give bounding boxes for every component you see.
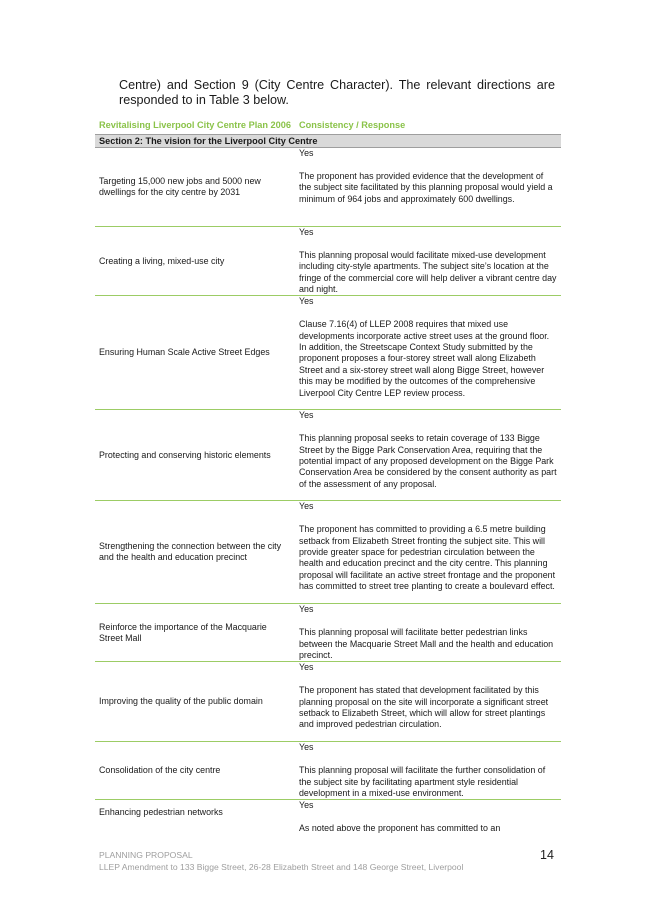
table-row: [95, 410, 561, 501]
response-text: This planning proposal will facilitate better pedestrian links between the Macquarie Street Mall and the health and education precinct.: [299, 627, 554, 661]
header-plan: Revitalising Liverpool City Centre Plan 2006: [99, 120, 291, 130]
response-cell: [295, 604, 561, 662]
status-text: Yes: [299, 296, 314, 307]
response-cell: [295, 410, 561, 501]
response-cell: [295, 296, 561, 410]
header-consistency: Consistency / Response: [299, 120, 406, 130]
response-text: The proponent has provided evidence that the development of the subject site facilitated by this planning proposal would yield a minimum of 964 jobs and approximately 600 dwellings.: [299, 170, 553, 204]
criterion-cell: Creating a living, mixed-use city: [95, 227, 295, 296]
table-header-row: [95, 120, 561, 135]
criterion-cell: Improving the quality of the public domain: [95, 662, 295, 742]
response-cell: [295, 227, 561, 296]
criterion-cell: Strengthening the connection between the city and the health and education precinct: [95, 501, 295, 604]
page-number: 14: [540, 848, 554, 862]
consistency-table: [95, 120, 561, 835]
criterion-cell: Consolidation of the city centre: [95, 742, 295, 800]
criterion-cell: Ensuring Human Scale Active Street Edges: [95, 296, 295, 410]
page-footer: [99, 849, 463, 873]
response-cell: [295, 742, 561, 800]
table-row: [95, 742, 561, 800]
criterion-cell: Enhancing pedestrian networks: [99, 807, 223, 818]
response-cell: [295, 800, 561, 835]
response-text: The proponent has committed to providing a 6.5 metre building setback from Elizabeth Street fronting the subject site. This will provide greater space for pedestrian circulation between the health and education precinct and the city centre. This planning proposal will facilitate an active street frontage and the proponent has committed to street tree planting to create a boulevard effect.: [299, 524, 556, 592]
section-row: [95, 135, 561, 148]
response-text: This planning proposal seeks to retain coverage of 133 Bigge Street by the Bigge Park Conservation Area, requiring that the potential impact of any proposed development on the Bigge Park Conservation Area be considered by the consent authority as part of the assessment of any proposal.: [299, 433, 557, 489]
intro-line-1: Centre) and Section 9 (City Centre Character). The relevant directions are: [119, 78, 555, 92]
footer-subtitle: LLEP Amendment to 133 Bigge Street, 26-28 Elizabeth Street and 148 George Street, Liverpool: [99, 862, 464, 872]
status-text: Yes: [299, 742, 314, 753]
table-row: [95, 148, 561, 227]
response-cell: [295, 148, 561, 227]
response-text: The proponent has stated that development facilitated by this planning proposal on the site will incorporate a significant street setback to Elizabeth Street, which will allow for street plantings and improved pedestrian circulation.: [299, 685, 549, 730]
response-text: This planning proposal would facilitate mixed-use development including city-style apartments. The subject site’s location at the fringe of the commercial core will help deliver a vibrant centre day and night.: [299, 249, 557, 295]
response-text: This planning proposal will facilitate the further consolidation of the subject site by facilitating apartment style residential development in a mixed-use environment.: [299, 765, 546, 799]
status-text: Yes: [299, 227, 314, 237]
footer-title: PLANNING PROPOSAL: [99, 850, 193, 860]
response-cell: [295, 662, 561, 742]
status-text: Yes: [299, 604, 314, 615]
response-text: As noted above the proponent has committed to an: [299, 823, 501, 834]
table-row: [95, 296, 561, 410]
table-row: [95, 604, 561, 662]
status-text: Yes: [299, 501, 314, 512]
criterion-cell: Protecting and conserving historic elements: [95, 410, 295, 501]
response-cell: [295, 501, 561, 604]
section-title: Section 2: The vision for the Liverpool City Centre: [95, 135, 561, 148]
table-row: [95, 662, 561, 742]
status-text: Yes: [299, 662, 314, 673]
intro-paragraph: [119, 78, 555, 108]
criterion-cell: Reinforce the importance of the Macquarie Street Mall: [95, 604, 295, 662]
intro-line-2: responded to in Table 3 below.: [119, 93, 289, 107]
status-text: Yes: [299, 800, 314, 811]
status-text: Yes: [299, 410, 314, 421]
table-row: [95, 800, 561, 835]
status-text: Yes: [299, 148, 314, 158]
table-row: [95, 227, 561, 296]
response-text: Clause 7.16(4) of LLEP 2008 requires that mixed use developments incorporate active street uses at the ground floor. In addition, the Streetscape Context Study submitted by the proponent proposes a four-storey street wall along Elizabeth Street and a six-storey street wall along Bigge Street, however this may be modified by the outcomes of the comprehensive Liverpool City Centre LEP review process.: [299, 319, 550, 398]
criterion-cell: Targeting 15,000 new jobs and 5000 new dwellings for the city centre by 2031: [95, 148, 295, 227]
table-row: [95, 501, 561, 604]
